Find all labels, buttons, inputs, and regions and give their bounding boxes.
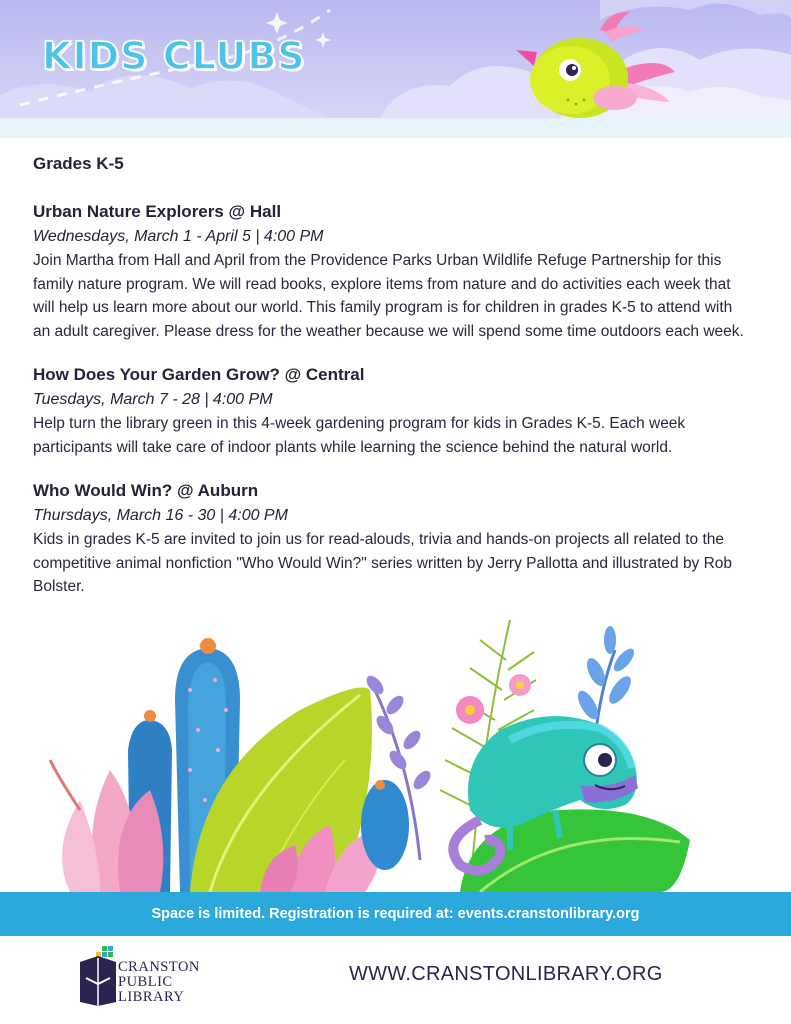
event-description: Help turn the library green in this 4-week gardening program for kids in Grades K-5. Each week participants will take care of indoor plants while learning the science behind the natural world. [33,415,686,456]
grades-label: Grades K-5 [33,154,124,173]
event-item [33,479,753,599]
event-item [33,200,753,343]
event-title: Who Would Win? @ Auburn [33,481,259,500]
library-logo [78,944,248,1010]
bird-icon [510,0,680,118]
header-banner [0,0,791,118]
event-date: Wednesdays, March 1 - April 5 | 4:00 PM [33,228,324,245]
header-divider [0,118,791,138]
event-description: Join Martha from Hall and April from the Providence Parks Urban Wildlife Refuge Partnership for this family nature program. We will read books, explore items from nature and do activities each week that will help us learn more about our world. This family program is for children in grades K-5 to attend with an adult caregiver. Please dress for the weather because we will spend some time outdoors each week. [33,252,744,340]
event-title: Urban Nature Explorers @ Hall [33,202,282,221]
website-link[interactable]: WWW.CRANSTONLIBRARY.ORG [349,963,663,985]
logo-line-3: LIBRARY [118,989,185,1005]
logo-line-1: CRANSTON [118,959,200,975]
cactus-round [361,780,409,870]
event-title: How Does Your Garden Grow? @ Central [33,365,365,384]
event-date: Tuesdays, March 7 - 28 | 4:00 PM [33,391,273,408]
event-item [33,363,753,459]
library-name [118,960,200,1005]
event-description: Kids in grades K-5 are invited to join us for read-alouds, trivia and hands-on projects all related to the competitive animal nonfiction "Who Would Win?" series written by Jerry Pallotta and illustrated by Rob Bolster. [33,531,733,595]
logo-line-2: PUBLIC [118,974,173,990]
main-content [33,154,753,619]
page-title: KIDS CLUBS [42,34,306,78]
jungle-chameleon-illustration [40,610,750,892]
registration-banner: Space is limited. Registration is required at: events.cranstonlibrary.org [0,892,791,936]
book-logo-icon [78,944,118,1010]
event-date: Thursdays, March 16 - 30 | 4:00 PM [33,507,288,524]
